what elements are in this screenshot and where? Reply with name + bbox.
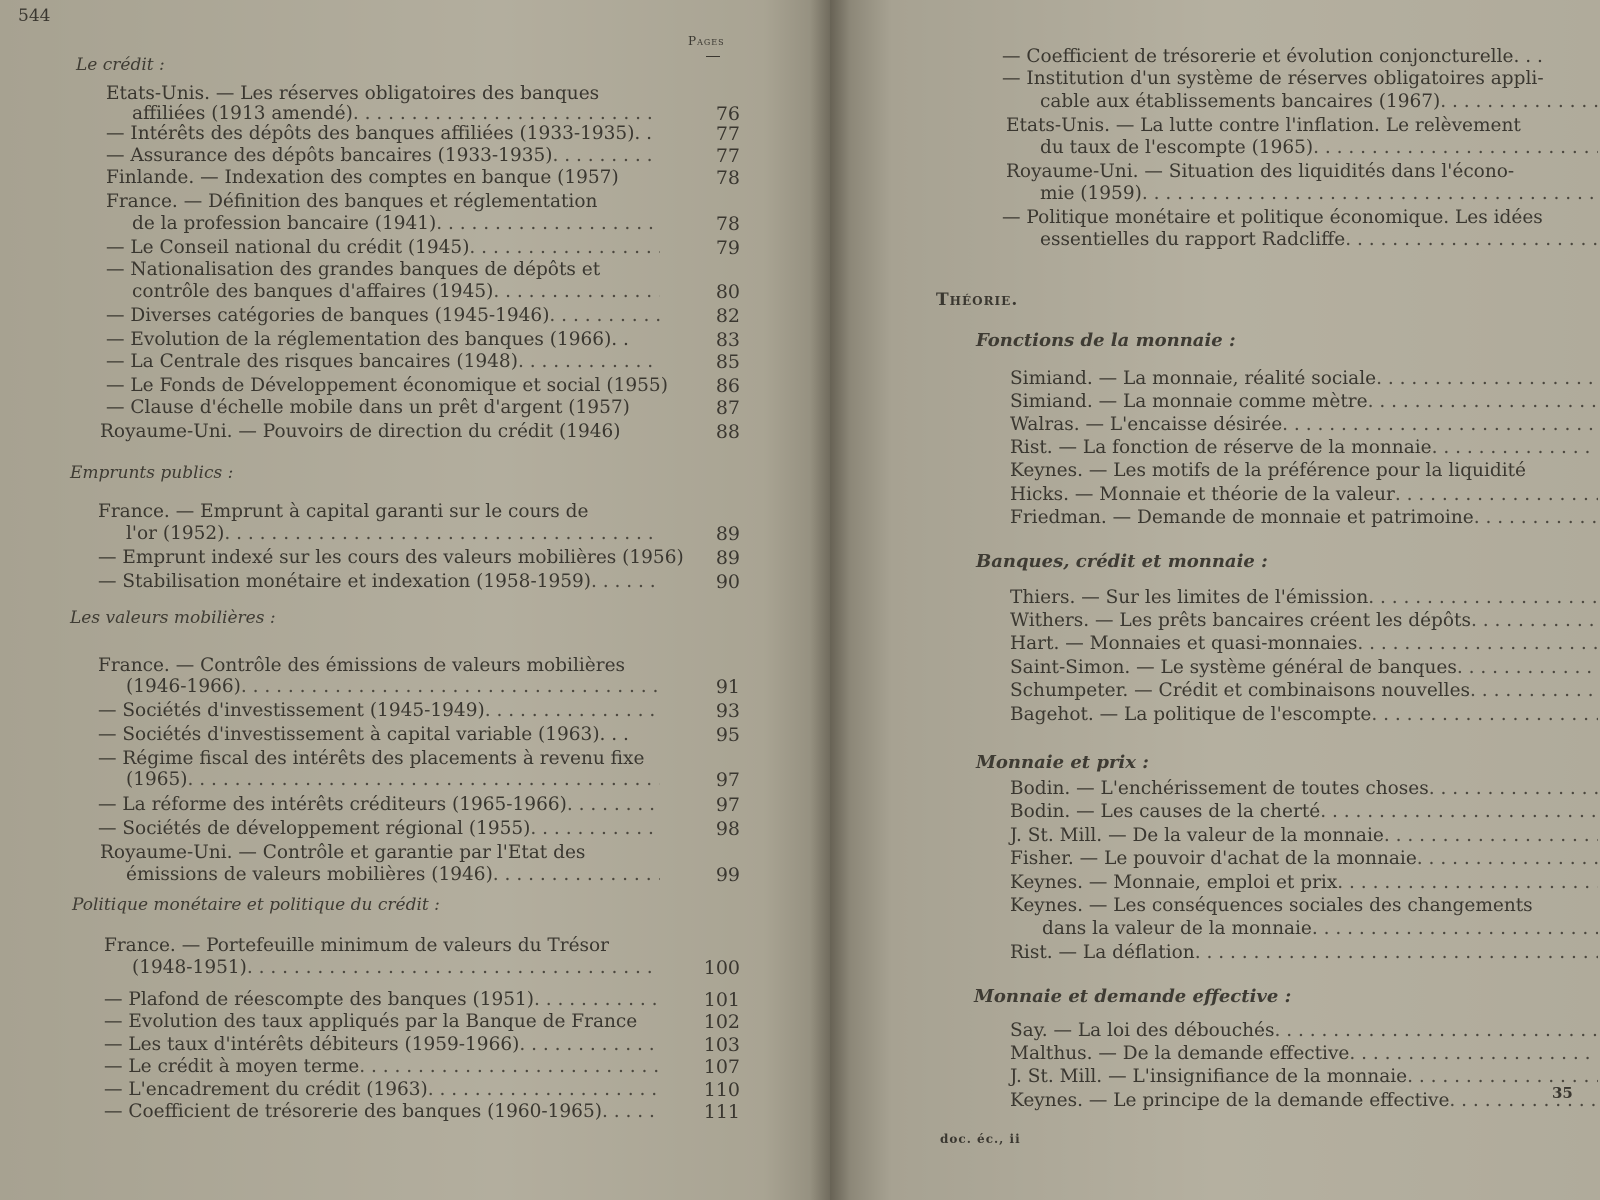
toc-line-text: Simiand. — La monnaie, réalité sociale	[1010, 368, 1377, 389]
dot-leader	[1368, 587, 1598, 609]
toc-line-text: Simiand. — La monnaie comme mètre	[1010, 391, 1368, 412]
dot-leader	[428, 1079, 660, 1101]
toc-line-text: — Sociétés de développement régional (1955)	[98, 818, 531, 839]
toc-line	[106, 237, 660, 259]
dot-leader	[591, 571, 660, 593]
toc-line	[1010, 368, 1598, 390]
dot-leader	[436, 213, 660, 235]
toc-line	[1010, 825, 1598, 847]
toc-page-number: 95	[715, 724, 740, 746]
toc-line-text: (1965)	[126, 769, 188, 790]
toc-line	[1002, 46, 1598, 68]
toc-line	[1042, 918, 1598, 940]
toc-line-text: Hicks. — Monnaie et théorie de la valeur	[1010, 484, 1395, 505]
toc-line	[126, 864, 660, 886]
toc-line-text: Fisher. — Le pouvoir d'achat de la monnaie	[1010, 848, 1417, 869]
toc-line-text: Royaume-Uni. — Contrôle et garantie par l'Etat des	[100, 842, 586, 863]
section-title: Les valeurs mobilières :	[70, 608, 276, 628]
toc-line	[1010, 1090, 1598, 1112]
toc-line-text: de la profession bancaire (1941)	[132, 213, 437, 234]
toc-page-number: 83	[715, 329, 740, 351]
toc-page-number: 111	[703, 1101, 740, 1123]
toc-line-text: Finlande. — Indexation des comptes en banque (1957)	[106, 167, 619, 188]
toc-page-number: 91	[715, 676, 740, 698]
toc-line	[104, 1034, 660, 1056]
toc-line-text: — Nationalisation des grandes banques de dépôts et	[106, 259, 601, 280]
toc-line	[98, 794, 660, 816]
toc-line	[106, 351, 660, 373]
right-page	[830, 0, 1600, 1200]
toc-page-number: 100	[703, 957, 740, 979]
toc-line	[1010, 848, 1598, 870]
toc-line	[1010, 1043, 1598, 1065]
dot-leader	[602, 1101, 660, 1123]
toc-line-text: — Politique monétaire et politique économique. Les idées	[1002, 207, 1543, 228]
toc-line-text: Rist. — La fonction de réserve de la monnaie	[1010, 437, 1432, 458]
toc-line-text: — Régime fiscal des intérêts des placements à revenu fixe	[98, 748, 645, 769]
section-title: Politique monétaire et politique du crédit :	[72, 895, 440, 915]
toc-line-text: Etats-Unis. — La lutte contre l'inflation. Le relèvement	[1006, 115, 1521, 136]
toc-line	[1010, 872, 1598, 894]
dot-leader	[1274, 1020, 1598, 1042]
toc-line-text: Bagehot. — La politique de l'escompte	[1010, 704, 1372, 725]
toc-line	[106, 123, 660, 145]
toc-line	[1040, 137, 1598, 159]
toc-line-text: J. St. Mill. — De la valeur de la monnaie	[1010, 825, 1384, 846]
toc-line-text: du taux de l'escompte (1965)	[1040, 137, 1314, 158]
toc-line-text: (1946-1966)	[126, 676, 241, 697]
toc-line-text: — La Centrale des risques bancaires (1948)	[106, 351, 518, 372]
toc-page-number: 89	[715, 523, 740, 545]
toc-line	[104, 1079, 660, 1101]
dot-leader	[485, 700, 660, 722]
toc-line-text: — La réforme des intérêts créditeurs (1965-1966)	[98, 794, 567, 815]
toc-line-text: — Emprunt indexé sur les cours des valeurs mobilières (1956)	[98, 547, 684, 568]
page-number: 544	[18, 6, 51, 26]
toc-line	[104, 1011, 660, 1033]
toc-line-text: — Le crédit à moyen terme	[104, 1056, 360, 1077]
toc-line	[1010, 778, 1598, 800]
toc-line-text: — Plafond de réescompte des banques (1951)	[104, 989, 534, 1010]
toc-line-text: J. St. Mill. — L'insignifiance de la monnaie	[1010, 1066, 1408, 1087]
toc-line	[106, 83, 660, 105]
dot-leader	[353, 103, 660, 125]
toc-line	[106, 305, 660, 327]
toc-line-text: contrôle des banques d'affaires (1945)	[132, 281, 494, 302]
toc-line	[1010, 680, 1598, 702]
toc-line	[1010, 633, 1598, 655]
toc-page-number: 78	[715, 213, 740, 235]
toc-line-text: — L'encadrement du crédit (1963)	[104, 1079, 428, 1100]
toc-page-number: 93	[715, 700, 740, 722]
book-gutter	[810, 0, 850, 1200]
toc-line-text: — Assurance des dépôts bancaires (1933-1935)	[106, 145, 553, 166]
dot-leader	[1449, 1090, 1598, 1112]
dot-leader	[241, 676, 660, 698]
toc-line	[132, 103, 660, 125]
dot-leader	[1432, 437, 1598, 459]
section-title: Le crédit :	[76, 55, 165, 75]
dot-leader	[549, 305, 660, 327]
toc-line	[106, 259, 660, 281]
toc-line	[1010, 801, 1598, 823]
toc-page-number: 99	[715, 864, 740, 886]
toc-line	[1006, 161, 1598, 183]
toc-line-text: — Diverses catégories de banques (1945-1946)	[106, 305, 550, 326]
dot-leader	[1349, 1043, 1598, 1065]
toc-line	[98, 748, 660, 770]
toc-line-text: Keynes. — Monnaie, emploi et prix	[1010, 872, 1338, 893]
toc-line	[100, 842, 660, 864]
dot-leader	[1470, 680, 1598, 702]
toc-line	[132, 957, 660, 979]
dot-leader	[493, 281, 660, 303]
toc-line-text: — Evolution de la réglementation des banques (1966). .	[106, 329, 629, 350]
toc-line	[1010, 391, 1598, 413]
toc-line-text: France. — Emprunt à capital garanti sur le cours de	[98, 501, 589, 522]
dot-leader	[1320, 801, 1598, 823]
dot-leader	[469, 237, 660, 259]
dot-leader	[1429, 778, 1598, 800]
dot-leader	[1417, 848, 1598, 870]
dot-leader	[1457, 657, 1598, 679]
toc-line	[1010, 437, 1598, 459]
toc-line	[1010, 1020, 1598, 1042]
toc-page-number: 110	[703, 1079, 740, 1101]
toc-line	[106, 375, 668, 397]
dot-leader	[518, 351, 660, 373]
dot-leader	[188, 769, 660, 791]
toc-line	[98, 547, 684, 569]
toc-line-text: Etats-Unis. — Les réserves obligatoires des banques	[106, 83, 600, 104]
toc-line-text: Keynes. — Le principe de la demande effective	[1010, 1090, 1450, 1111]
section-title: Monnaie et demande effective :	[974, 986, 1292, 1007]
toc-line	[1010, 895, 1598, 917]
dot-leader	[1195, 942, 1598, 964]
toc-line	[1010, 484, 1598, 506]
section-title: Banques, crédit et monnaie :	[976, 551, 1268, 572]
section-title: Fonctions de la monnaie :	[976, 330, 1236, 351]
toc-line	[106, 397, 660, 419]
toc-line	[1002, 207, 1598, 229]
toc-page-number: 103	[703, 1034, 740, 1056]
toc-page-number: 98	[715, 818, 740, 840]
toc-line	[1010, 942, 1598, 964]
toc-page-number: 76	[715, 103, 740, 125]
toc-line	[1040, 229, 1598, 251]
toc-line-text: — Institution d'un système de réserves obligatoires appli-	[1002, 68, 1544, 89]
toc-line	[1010, 587, 1598, 609]
toc-line-text: France. — Portefeuille minimum de valeurs du Trésor	[104, 935, 609, 956]
dot-leader	[1471, 610, 1598, 632]
toc-page-number: 82	[715, 305, 740, 327]
dot-leader	[567, 794, 660, 816]
section-title: Monnaie et prix :	[976, 752, 1149, 773]
toc-line-text: Bodin. — Les causes de la cherté	[1010, 801, 1321, 822]
toc-line-text: Keynes. — Les motifs de la préférence pour la liquidité	[1010, 460, 1527, 481]
toc-page-number: 85	[715, 351, 740, 373]
toc-line	[1010, 657, 1598, 679]
dot-leader	[1384, 825, 1598, 847]
toc-line-text: mie (1959)	[1040, 183, 1142, 204]
toc-line	[1010, 704, 1598, 726]
toc-line-text: — Evolution des taux appliqués par la Banque de France	[104, 1011, 638, 1032]
toc-line-text: France. — Contrôle des émissions de valeurs mobilières	[98, 655, 626, 676]
toc-line	[106, 191, 660, 213]
dot-leader	[1357, 633, 1598, 655]
toc-line-text: — Clause d'échelle mobile dans un prêt d'argent (1957)	[106, 397, 630, 418]
toc-line	[98, 700, 660, 722]
toc-line	[1002, 68, 1598, 90]
toc-line-text: Royaume-Uni. — Situation des liquidités dans l'écono-	[1006, 161, 1515, 182]
toc-line-text: (1948-1951)	[132, 957, 247, 978]
toc-line	[104, 935, 660, 957]
dot-leader	[519, 1034, 660, 1056]
toc-line	[100, 421, 660, 443]
dot-leader	[1313, 137, 1598, 159]
dot-leader	[1142, 183, 1598, 205]
dot-leader	[359, 1056, 660, 1078]
toc-line-text: — Coefficient de trésorerie et évolution conjoncturelle. . .	[1002, 46, 1543, 67]
toc-line-text: Say. — La loi des débouchés	[1010, 1020, 1275, 1041]
toc-line	[132, 281, 660, 303]
dot-leader	[493, 864, 660, 886]
toc-line	[1010, 460, 1598, 482]
toc-line	[106, 145, 660, 167]
toc-page-number: 80	[715, 281, 740, 303]
toc-line-text: essentielles du rapport Radcliffe	[1040, 229, 1346, 250]
toc-line-text: — Le Conseil national du crédit (1945)	[106, 237, 470, 258]
toc-line-text: Friedman. — Demande de monnaie et patrimoine	[1010, 507, 1474, 528]
dot-leader	[1395, 484, 1598, 506]
toc-line	[98, 724, 660, 746]
pages-column-header: Pages	[688, 34, 725, 48]
toc-line-text: Royaume-Uni. — Pouvoirs de direction du crédit (1946)	[100, 421, 621, 442]
toc-line-text: — Intérêts des dépôts des banques affiliées (1933-1935). .	[106, 123, 653, 144]
toc-line	[1010, 1066, 1598, 1088]
toc-line-text: — Le Fonds de Développement économique et social (1955)	[106, 375, 668, 396]
toc-page-number: 77	[715, 145, 740, 167]
toc-line-text: — Coefficient de trésorerie des banques (1960-1965)	[104, 1101, 602, 1122]
toc-line	[1010, 610, 1598, 632]
toc-page-number: 86	[715, 375, 740, 397]
toc-line-text: Thiers. — Sur les limites de l'émission	[1010, 587, 1369, 608]
toc-line-text: Withers. — Les prêts bancaires créent les dépôts	[1010, 610, 1471, 631]
toc-line	[1040, 91, 1598, 113]
page-footer: doc. éc., ii	[940, 1132, 1021, 1146]
toc-page-number: 101	[703, 989, 740, 1011]
toc-line-text: Bodin. — L'enchérissement de toutes choses	[1010, 778, 1429, 799]
toc-line-text: — Sociétés d'investissement à capital variable (1963). . .	[98, 724, 629, 745]
toc-page-number: 90	[715, 571, 740, 593]
corner-page-number: 35	[1552, 1084, 1573, 1102]
dot-leader	[1376, 368, 1598, 390]
section-title: Emprunts publics :	[70, 463, 234, 483]
toc-line-text: France. — Définition des banques et réglementation	[106, 191, 598, 212]
toc-page-number: 87	[715, 397, 740, 419]
dot-leader	[1337, 872, 1598, 894]
toc-line-text: Malthus. — De la demande effective	[1010, 1043, 1350, 1064]
toc-line	[126, 769, 660, 791]
toc-line-text: dans la valeur de la monnaie	[1042, 918, 1312, 939]
toc-page-number: 89	[715, 547, 740, 569]
toc-line-text: Schumpeter. — Crédit et combinaisons nouvelles	[1010, 680, 1471, 701]
theory-heading: Théorie.	[936, 290, 1019, 310]
toc-page-number: 97	[715, 769, 740, 791]
toc-page-number: 78	[715, 167, 740, 189]
dot-leader	[534, 989, 660, 1011]
toc-line-text: Rist. — La déflation	[1010, 942, 1195, 963]
dot-leader	[530, 818, 660, 840]
toc-line-text: — Les taux d'intérêts débiteurs (1959-1966)	[104, 1034, 520, 1055]
toc-line	[126, 676, 660, 698]
toc-line	[98, 655, 660, 677]
toc-line	[98, 818, 660, 840]
dot-leader	[1282, 414, 1598, 436]
dot-leader	[224, 523, 660, 545]
toc-line-text: l'or (1952)	[126, 523, 225, 544]
toc-line	[106, 167, 660, 189]
dot-leader	[1474, 507, 1598, 529]
toc-page-number: 77	[715, 123, 740, 145]
toc-line-text: Walras. — L'encaisse désirée	[1010, 414, 1283, 435]
dot-leader	[247, 957, 660, 979]
toc-page-number: 79	[715, 237, 740, 259]
toc-line-text: affiliées (1913 amendé)	[132, 103, 353, 124]
toc-line	[106, 329, 660, 351]
toc-line	[1040, 183, 1598, 205]
toc-line	[104, 1056, 660, 1078]
toc-line	[1010, 507, 1598, 529]
toc-line	[132, 213, 660, 235]
toc-line	[1010, 414, 1598, 436]
toc-line	[98, 501, 660, 523]
toc-line-text: Saint-Simon. — Le système général de banques	[1010, 657, 1457, 678]
toc-line-text: — Sociétés d'investissement (1945-1949)	[98, 700, 485, 721]
dot-leader	[1440, 91, 1598, 113]
toc-page-number: 102	[703, 1011, 740, 1033]
toc-line-text: — Stabilisation monétaire et indexation (1958-1959)	[98, 571, 591, 592]
toc-line	[126, 523, 660, 545]
toc-line-text: Keynes. — Les conséquences sociales des changements	[1010, 895, 1533, 916]
toc-line	[104, 989, 660, 1011]
toc-line	[98, 571, 660, 593]
toc-line	[104, 1101, 660, 1123]
toc-line-text: Hart. — Monnaies et quasi-monnaies	[1010, 633, 1358, 654]
dot-leader	[1312, 918, 1598, 940]
toc-line-text: émissions de valeurs mobilières (1946)	[126, 864, 493, 885]
dot-leader	[552, 145, 660, 167]
dot-leader	[1345, 229, 1598, 251]
toc-page-number: 107	[703, 1056, 740, 1078]
toc-line-text: cable aux établissements bancaires (1967)	[1040, 91, 1441, 112]
toc-page-number: 97	[715, 794, 740, 816]
dot-leader	[1371, 704, 1598, 726]
toc-page-number: 88	[715, 421, 740, 443]
dot-leader	[1368, 391, 1598, 413]
toc-line	[1006, 115, 1598, 137]
